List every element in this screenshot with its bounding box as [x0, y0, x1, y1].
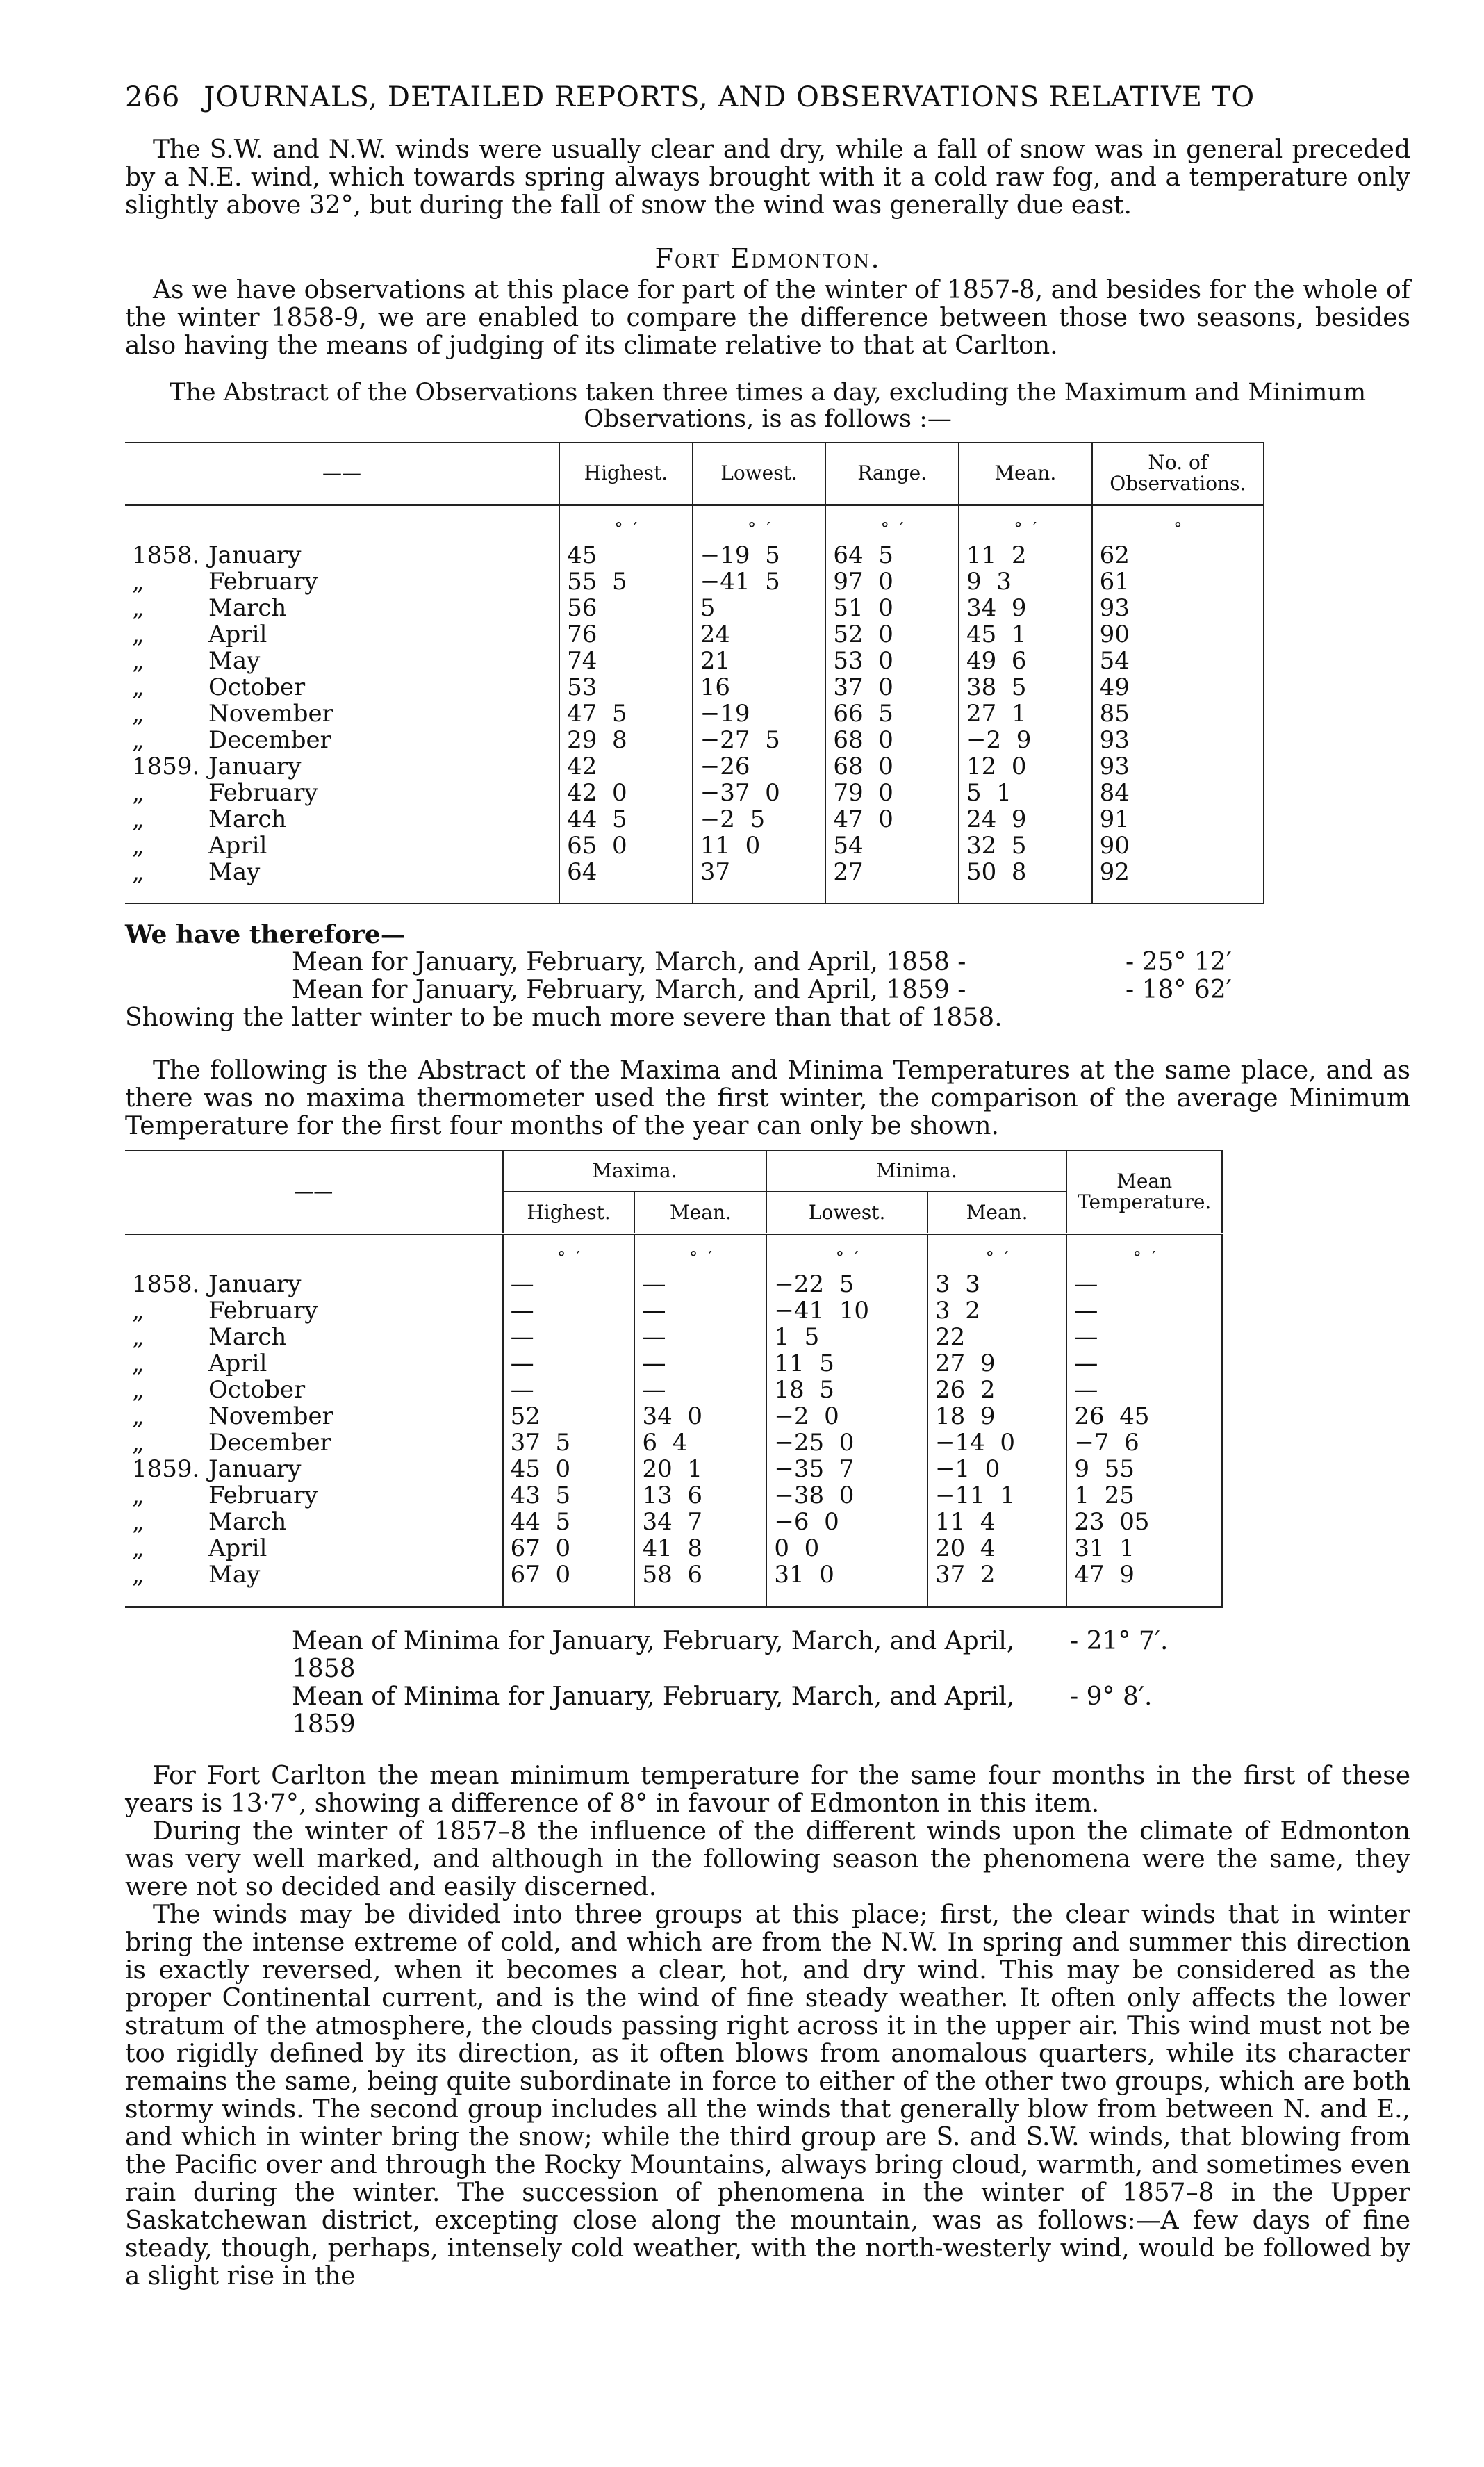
t1-cell: 84: [1092, 780, 1264, 806]
t2-cell: 18 9: [928, 1403, 1066, 1429]
t2-cell: —: [1066, 1377, 1222, 1403]
t1-cell: 44 5: [559, 806, 693, 833]
page-header-title: JOURNALS, DETAILED REPORTS, AND OBSERVATIONS RELATIVE TO: [204, 81, 1255, 113]
t1-cell: 42 0: [559, 780, 693, 806]
t1-header-label: ——: [125, 442, 559, 505]
t1-month: December: [208, 726, 331, 754]
t2-month: May: [208, 1561, 261, 1589]
t1-row: [125, 568, 1264, 595]
t2-cell: 41 8: [634, 1535, 766, 1562]
t2-cell: 26 2: [928, 1377, 1066, 1403]
t1-cell: 85: [1092, 700, 1264, 727]
summary1-label: Mean for January, February, March, and April, 1859 -: [292, 976, 966, 1004]
t2-row: [125, 1429, 1222, 1456]
t2-cell: 18 5: [766, 1377, 928, 1403]
t1-cell: 54: [1092, 648, 1264, 674]
t1-cell: 74: [559, 648, 693, 674]
t2-cell: −7 6: [1066, 1429, 1222, 1456]
summary2-label: Mean of Minima for January, February, March, and April, 1858: [292, 1627, 1015, 1683]
t1-cell: −19 5: [693, 542, 826, 568]
t2-cell: —: [1066, 1271, 1222, 1297]
t2-row-label: [125, 1482, 503, 1509]
t2-cell: —: [503, 1271, 635, 1297]
t1-cell: 5: [693, 595, 826, 621]
t1-cell: 12 0: [959, 753, 1092, 780]
t1-cell: 38 5: [959, 674, 1092, 700]
t1-row: [125, 727, 1264, 753]
t1-cell: 45 1: [959, 621, 1092, 648]
t2-month: October: [208, 1376, 306, 1404]
t1-cell: −2 5: [693, 806, 826, 833]
t2-cell: 0 0: [766, 1535, 928, 1562]
t2-cell: 20 4: [928, 1535, 1066, 1562]
t1-cell: 29 8: [559, 727, 693, 753]
t2-month: April: [208, 1350, 267, 1377]
t1-year: „: [132, 647, 145, 675]
summary2-label: Mean of Minima for January, February, March, and April, 1859: [292, 1682, 1015, 1739]
t1-row: [125, 753, 1264, 780]
t1-header-count: No. of Observations.: [1092, 442, 1264, 505]
t2-cell: −1 0: [928, 1456, 1066, 1482]
t2-cell: 3 3: [928, 1271, 1066, 1297]
t1-row-label: [125, 542, 559, 568]
t2-header-maxima: Maxima.: [503, 1150, 767, 1192]
t1-cell: 37: [693, 859, 826, 905]
t2-subheader-max-mean: Mean.: [634, 1192, 766, 1234]
t2-cell: 13 6: [634, 1482, 766, 1509]
t2-cell: 31 1: [1066, 1535, 1222, 1562]
t1-year: „: [132, 805, 145, 833]
t1-unit-cell: °: [1092, 505, 1264, 543]
t1-row-label: [125, 674, 559, 700]
t2-row-label: [125, 1350, 503, 1377]
t2-month: April: [208, 1534, 267, 1562]
t1-cell: 56: [559, 595, 693, 621]
t1-cell: 61: [1092, 568, 1264, 595]
t2-cell: 11 4: [928, 1509, 1066, 1535]
t1-header-highest: Highest.: [559, 442, 693, 505]
t2-cell: 3 2: [928, 1297, 1066, 1324]
t2-cell: —: [634, 1271, 766, 1297]
t1-row: [125, 859, 1264, 905]
t2-cell: 43 5: [503, 1482, 635, 1509]
t1-header-lowest: Lowest.: [693, 442, 826, 505]
t1-cell: 90: [1092, 833, 1264, 859]
t1-unit-cell: ° ′: [825, 505, 959, 543]
t1-cell: 49 6: [959, 648, 1092, 674]
t1-cell: 5 1: [959, 780, 1092, 806]
t2-row-label: [125, 1535, 503, 1562]
t1-unit-cell: ° ′: [959, 505, 1092, 543]
t2-year: „: [132, 1297, 145, 1325]
running-head: [125, 83, 1410, 111]
t1-header-mean: Mean.: [959, 442, 1092, 505]
t2-cell: 52: [503, 1403, 635, 1429]
t1-cell: 50 8: [959, 859, 1092, 905]
t1-cell: 32 5: [959, 833, 1092, 859]
t1-row-label: [125, 568, 559, 595]
t1-row: [125, 648, 1264, 674]
t1-row: [125, 542, 1264, 568]
t2-cell: −35 7: [766, 1456, 928, 1482]
t1-year: „: [132, 858, 145, 886]
t1-row-label: [125, 806, 559, 833]
t2-row-label: [125, 1324, 503, 1350]
t2-row-label: [125, 1456, 503, 1482]
t1-year: „: [132, 726, 145, 754]
t1-cell: 65 0: [559, 833, 693, 859]
t1-year: „: [132, 673, 145, 701]
t1-cell: −37 0: [693, 780, 826, 806]
maxima-minima-table: [125, 1149, 1223, 1608]
t1-cell: 55 5: [559, 568, 693, 595]
t1-units-row: [125, 505, 1264, 543]
summary1-value: - 18° 62′: [1126, 976, 1232, 1004]
summary2-value: - 9° 8′.: [1070, 1682, 1153, 1711]
t2-cell: 22: [928, 1324, 1066, 1350]
t1-cell: 24: [693, 621, 826, 648]
t2-cell: 11 5: [766, 1350, 928, 1377]
section-paragraph: As we have observations at this place for part of the winter of 1857-8, and besides for the whole of the winter 1858-9, we are enabled to compare the difference between those two seasons, besides also having the means of judging of its climate relative to that at Carlton.: [125, 276, 1410, 360]
t1-cell: 27 1: [959, 700, 1092, 727]
t1-row-label: [125, 727, 559, 753]
t2-cell: —: [1066, 1350, 1222, 1377]
t1-row: [125, 833, 1264, 859]
t1-row-label: [125, 780, 559, 806]
t1-cell: −19: [693, 700, 826, 727]
t2-month: January: [208, 1270, 302, 1298]
t1-month: April: [208, 832, 267, 860]
t1-year: „: [132, 568, 145, 596]
t1-row-label: [125, 859, 559, 905]
t1-cell: 53 0: [825, 648, 959, 674]
t1-cell: 64: [559, 859, 693, 905]
summary2-line: [292, 1683, 1410, 1739]
intro-paragraph: The S.W. and N.W. winds were usually clear and dry, while a fall of snow was in general preceded by a N.E. wind, which towards spring always brought with it a cold raw fog, and a temperature only slightly above 32°, but during the fall of snow the wind was generally due east.: [125, 136, 1410, 220]
t2-year: „: [132, 1534, 145, 1562]
t1-units-blank: [125, 505, 559, 543]
t1-row: [125, 700, 1264, 727]
t2-cell: 37 5: [503, 1429, 635, 1456]
t1-cell: 53: [559, 674, 693, 700]
page: [125, 83, 1410, 2290]
t1-month: March: [208, 805, 287, 833]
t2-row-label: [125, 1297, 503, 1324]
t2-unit-cell: ° ′: [928, 1234, 1066, 1272]
t1-month: November: [208, 700, 333, 728]
t1-row-label: [125, 648, 559, 674]
t2-cell: —: [1066, 1324, 1222, 1350]
t1-cell: 37 0: [825, 674, 959, 700]
t2-header-mean-temp: Mean Temperature.: [1066, 1150, 1222, 1234]
t2-cell: 26 45: [1066, 1403, 1222, 1429]
t2-cell: 27 9: [928, 1350, 1066, 1377]
closing-text: [125, 1762, 1410, 2290]
t1-cell: 93: [1092, 753, 1264, 780]
t1-row-label: [125, 753, 559, 780]
t2-cell: −14 0: [928, 1429, 1066, 1456]
t1-cell: 79 0: [825, 780, 959, 806]
summary1-line: [292, 976, 1410, 1004]
t2-cell: 34 0: [634, 1403, 766, 1429]
closing-paragraph: For Fort Carlton the mean minimum temperature for the same four months in the first of these years is 13·7°, showing a difference of 8° in favour of Edmonton in this item.: [125, 1762, 1410, 1818]
t2-cell: −25 0: [766, 1429, 928, 1456]
t2-subheader-lowest: Lowest.: [766, 1192, 928, 1234]
t1-cell: 42: [559, 753, 693, 780]
t1-row-label: [125, 621, 559, 648]
t2-year: „: [132, 1508, 145, 1536]
t1-year: „: [132, 700, 145, 728]
t2-year: „: [132, 1429, 145, 1457]
t2-cell: 45 0: [503, 1456, 635, 1482]
t2-subheader-min-mean: Mean.: [928, 1192, 1066, 1234]
t2-row-label: [125, 1403, 503, 1429]
t1-month: January: [208, 541, 302, 569]
t1-cell: 64 5: [825, 542, 959, 568]
t2-row-label: [125, 1377, 503, 1403]
t2-month: March: [208, 1323, 287, 1351]
t2-year: „: [132, 1561, 145, 1589]
t1-unit-cell: ° ′: [559, 505, 693, 543]
t1-cell: 21: [693, 648, 826, 674]
t1-cell: 11 2: [959, 542, 1092, 568]
t2-month: December: [208, 1429, 331, 1457]
t2-cell: 9 55: [1066, 1456, 1222, 1482]
t2-row: [125, 1403, 1222, 1429]
t1-cell: 34 9: [959, 595, 1092, 621]
t1-cell: 93: [1092, 727, 1264, 753]
t1-cell: −2 9: [959, 727, 1092, 753]
t1-cell: 47 5: [559, 700, 693, 727]
t2-month: March: [208, 1508, 287, 1536]
t2-unit-cell: ° ′: [766, 1234, 928, 1272]
t1-month: May: [208, 858, 261, 886]
t2-row-label: [125, 1509, 503, 1535]
t2-cell: —: [503, 1324, 635, 1350]
t2-cell: —: [1066, 1297, 1222, 1324]
t1-cell: 76: [559, 621, 693, 648]
t1-header-range: Range.: [825, 442, 959, 505]
summary-1: [125, 921, 1410, 1032]
t2-cell: —: [634, 1324, 766, 1350]
closing-paragraph: The winds may be divided into three groups at this place; first, the clear winds that in winter bring the intense extreme of cold, and which are from the N.W. In spring and summer this direction is exactly reversed, when it becomes a clear, hot, and dry wind. This may be considered as the proper Continental current, and is the wind of fine steady weather. It often only affects the lower stratum of the atmosphere, the clouds passing right across it in the upper air. This wind must not be too rigidly defined by its direction, as it often blows from anomalous quarters, while its character remains the same, being quite subordinate in force to either of the other two groups, which are both stormy winds. The second group includes all the winds that generally blow from between N. and E., and which in winter bring the snow; while the third group are S. and S.W. winds, that blowing from the Pacific over and through the Rocky Mountains, always bring cloud, warmth, and sometimes even rain during the winter. The succession of phenomena in the winter of 1857–8 in the Upper Saskatchewan district, excepting close along the mountain, was as follows:—A few days of fine steady, though, perhaps, intensely cold weather, with the north-westerly wind, would be followed by a slight rise in the: [125, 1901, 1410, 2290]
t2-cell: −11 1: [928, 1482, 1066, 1509]
t1-cell: 68 0: [825, 753, 959, 780]
t1-row: [125, 780, 1264, 806]
t2-row: [125, 1456, 1222, 1482]
t2-row: [125, 1535, 1222, 1562]
t1-unit-cell: ° ′: [693, 505, 826, 543]
t1-cell: 47 0: [825, 806, 959, 833]
t1-cell: 54: [825, 833, 959, 859]
t1-row: [125, 595, 1264, 621]
t1-cell: 24 9: [959, 806, 1092, 833]
t1-cell: 49: [1092, 674, 1264, 700]
observations-table: [125, 441, 1264, 905]
t1-row-label: [125, 700, 559, 727]
t2-header-minima: Minima.: [766, 1150, 1066, 1192]
t2-cell: —: [634, 1377, 766, 1403]
t2-month: February: [208, 1482, 318, 1509]
t1-cell: 66 5: [825, 700, 959, 727]
t2-row: [125, 1482, 1222, 1509]
t1-month: January: [208, 753, 302, 780]
t2-year: „: [132, 1376, 145, 1404]
summary2-value: - 21° 7′.: [1070, 1627, 1169, 1655]
t2-cell: −41 10: [766, 1297, 928, 1324]
t1-cell: 51 0: [825, 595, 959, 621]
t1-cell: 45: [559, 542, 693, 568]
t2-cell: 1 25: [1066, 1482, 1222, 1509]
t2-units-blank: [125, 1234, 503, 1272]
t2-year: „: [132, 1350, 145, 1377]
summary1-value: - 25° 12′: [1126, 948, 1232, 976]
t2-header-label: ——: [125, 1150, 503, 1234]
t2-year: „: [132, 1482, 145, 1509]
t2-month: January: [208, 1455, 302, 1483]
t2-cell: 23 05: [1066, 1509, 1222, 1535]
t2-cell: 1 5: [766, 1324, 928, 1350]
t1-cell: 91: [1092, 806, 1264, 833]
t2-row: [125, 1562, 1222, 1607]
summary2-line: [292, 1628, 1410, 1683]
t1-cell: 62: [1092, 542, 1264, 568]
summary1-conclusion: Showing the latter winter to be much more severe than that of 1858.: [125, 1003, 1003, 1032]
t1-month: October: [208, 673, 306, 701]
t1-row: [125, 674, 1264, 700]
t2-month: February: [208, 1297, 318, 1325]
t2-cell: 20 1: [634, 1456, 766, 1482]
t1-month: March: [208, 594, 287, 622]
t2-cell: 58 6: [634, 1562, 766, 1607]
t1-month: February: [208, 779, 318, 807]
t2-row: [125, 1377, 1222, 1403]
t1-year: „: [132, 832, 145, 860]
t1-row: [125, 621, 1264, 648]
summary1-intro: We have therefore—: [125, 920, 406, 949]
t2-row: [125, 1324, 1222, 1350]
t2-cell: —: [503, 1297, 635, 1324]
t2-cell: 37 2: [928, 1562, 1066, 1607]
t1-year: „: [132, 621, 145, 648]
table2-caption: The following is the Abstract of the Maxima and Minima Temperatures at the same place, and as there was no maxima thermometer used the first winter, the comparison of the average Minimum Temperature for the first four months of the year can only be shown.: [125, 1056, 1410, 1140]
t2-row: [125, 1271, 1222, 1297]
t1-row-label: [125, 833, 559, 859]
section-heading: Fort Edmonton.: [654, 243, 881, 274]
t2-cell: —: [503, 1377, 635, 1403]
summary1-line: [292, 949, 1410, 976]
t2-cell: 47 9: [1066, 1562, 1222, 1607]
t1-month: April: [208, 621, 267, 648]
t1-cell: 93: [1092, 595, 1264, 621]
table1-caption: The Abstract of the Observations taken three times a day, excluding the Maximum and Minimum Observations, is as follows :—: [169, 379, 1367, 433]
t2-cell: −38 0: [766, 1482, 928, 1509]
t1-cell: 90: [1092, 621, 1264, 648]
t2-cell: −22 5: [766, 1271, 928, 1297]
t2-row: [125, 1297, 1222, 1324]
t2-unit-cell: ° ′: [503, 1234, 635, 1272]
t1-row-label: [125, 595, 559, 621]
t1-cell: 27: [825, 859, 959, 905]
t2-row-label: [125, 1562, 503, 1607]
t2-body: [125, 1234, 1222, 1607]
t2-year: „: [132, 1323, 145, 1351]
t2-cell: —: [503, 1350, 635, 1377]
t2-unit-cell: ° ′: [1066, 1234, 1222, 1272]
t2-units-row: [125, 1234, 1222, 1272]
t2-cell: 34 7: [634, 1509, 766, 1535]
t2-cell: 67 0: [503, 1562, 635, 1607]
t1-year: 1858.: [132, 541, 200, 569]
t2-month: November: [208, 1402, 333, 1430]
page-number: 266: [125, 81, 181, 113]
t2-cell: −2 0: [766, 1403, 928, 1429]
t2-unit-cell: ° ′: [634, 1234, 766, 1272]
t1-body: [125, 505, 1264, 905]
t2-cell: 67 0: [503, 1535, 635, 1562]
t1-cell: 11 0: [693, 833, 826, 859]
t1-cell: 16: [693, 674, 826, 700]
t1-cell: −27 5: [693, 727, 826, 753]
t2-row: [125, 1350, 1222, 1377]
t2-cell: 44 5: [503, 1509, 635, 1535]
t2-cell: 31 0: [766, 1562, 928, 1607]
t2-row-label: [125, 1271, 503, 1297]
t1-cell: 68 0: [825, 727, 959, 753]
t1-cell: 97 0: [825, 568, 959, 595]
t1-year: 1859.: [132, 753, 200, 780]
t1-year: „: [132, 594, 145, 622]
t1-row: [125, 806, 1264, 833]
t2-cell: −6 0: [766, 1509, 928, 1535]
t1-month: May: [208, 647, 261, 675]
t2-row: [125, 1509, 1222, 1535]
t1-year: „: [132, 779, 145, 807]
t1-cell: 9 3: [959, 568, 1092, 595]
t2-row-label: [125, 1429, 503, 1456]
t1-cell: 52 0: [825, 621, 959, 648]
summary-2: [125, 1628, 1410, 1739]
t2-cell: —: [634, 1297, 766, 1324]
summary1-label: Mean for January, February, March, and April, 1858 -: [292, 948, 966, 976]
t1-cell: −26: [693, 753, 826, 780]
t1-month: February: [208, 568, 318, 596]
t1-cell: 92: [1092, 859, 1264, 905]
t2-cell: 6 4: [634, 1429, 766, 1456]
t2-cell: —: [634, 1350, 766, 1377]
closing-paragraph: During the winter of 1857–8 the influence of the different winds upon the climate of Edmonton was very well marked, and although in the following season the phenomena were the same, they were not so decided and easily discerned.: [125, 1817, 1410, 1901]
t1-cell: −41 5: [693, 568, 826, 595]
t2-year: „: [132, 1402, 145, 1430]
t2-subheader-highest: Highest.: [503, 1192, 635, 1234]
t2-year: 1858.: [132, 1270, 200, 1298]
t2-year: 1859.: [132, 1455, 200, 1483]
